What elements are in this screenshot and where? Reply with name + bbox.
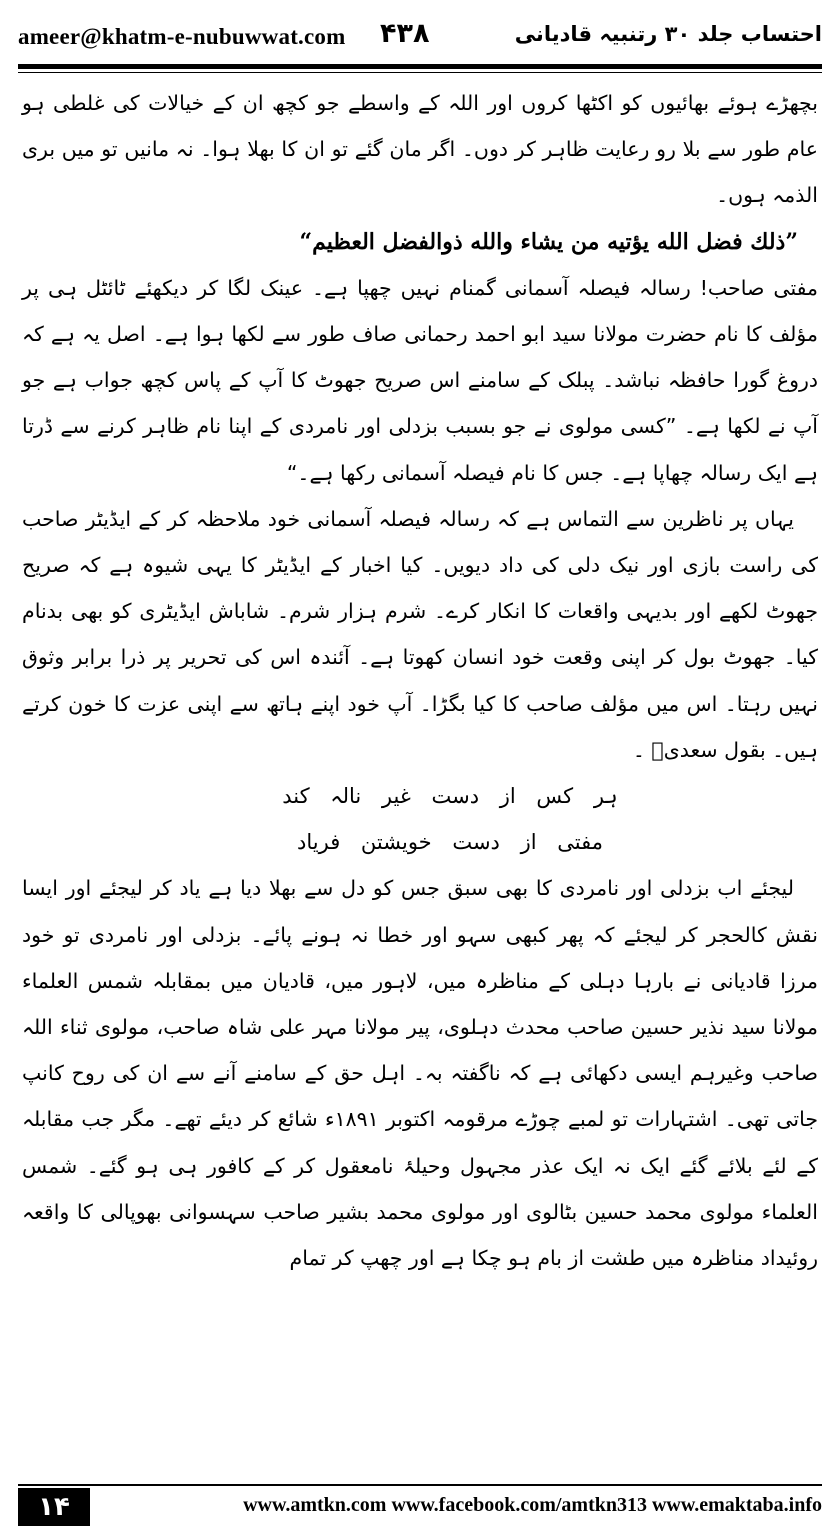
paragraph-2: مفتی صاحب! رسالہ فیصلہ آسمانی گمنام نہیں چھپا ہے۔ عینک لگا کر دیکھئے ٹائٹل ہی پر مؤلف کا نام حضرت مولانا سید ابو احمد رحمانی صاف طور سے لکھا ہوا ہے۔ اصل یہ ہے کہ دروغ گورا حافظہ نباشد۔ پبلک کے سامنے اس صریح جھوٹ کا آپ کے پاس کچھ جواب ہے جو آپ نے لکھا ہے۔ ”کسی مولوی نے جو بسبب بزدلی اور نامردی کے اپنا نام ظاہر کرنے سے ڈرتا ہے ایک رسالہ چھاپا ہے۔ جس کا نام فیصلہ آسمانی رکھا ہے۔“ (22, 275, 818, 485)
page-footer (18, 1484, 822, 1528)
footer-links: www.amtkn.com www.facebook.com/amtkn313 www.emaktaba.info (243, 1494, 822, 1516)
paragraph-4: لیجئے اب بزدلی اور نامردی کا بھی سبق جس کو دل سے بھلا دیا ہے یاد کر لیجئے اور ایسا نقش کالحجر کر لیجئے کہ پھر کبھی سہو اور خطا نہ ہونے پائے۔ بزدلی اور نامردی تو خود مرزا قادیانی نے بارہا دہلی کے مناظرہ میں، لاہور میں، قادیان میں بمقابلہ شمس العلماء مولانا سید نذیر حسین صاحب محدث دہلوی، پیر مولانا مہر علی شاہ صاحب، مولوی ثناء اللہ صاحب وغیرہم ایسی دکھائی ہے کہ ناگفتہ بہ۔ اہل حق کے سامنے آنے سے ان کی روح کانپ جاتی تھی۔ اشتہارات تو لمبے چوڑے مرقومہ اکتوبر ۱۸۹۱ء شائع کر دیئے تھے۔ مگر جب مقابلہ کے لئے بلائے گئے ایک نہ ایک عذر مجہول وحیلۂ نامعقول کر کے کافور ہی ہو گئے۔ شمس العلماء مولوی محمد حسین بٹالوی اور مولوی محمد بشیر صاحب سہسوانی بھوپالی کا واقعہ روئیداد مناظرہ میں طشت از بام ہو چکا ہے اور چھپ کر تمام (22, 876, 818, 1271)
footer-page-number: ۱۴ (18, 1488, 90, 1526)
header-rule-thin (18, 72, 822, 73)
header-rule-thick (18, 64, 822, 69)
paragraph-1: بچھڑے ہوئے بھائیوں کو اکٹھا کروں اور اللہ کے واسطے جو کچھ ان کے خیالات کی غلطی ہو عام طور سے بلا رو رعایت ظاہر کر دوں۔ اگر مان گئے تو ان کا بھلا ہوا۔ نہ مانیں تو میں بری الذمہ ہوں۔ (22, 91, 818, 208)
paragraph-3: یہاں پر ناظرین سے التماس ہے کہ رسالہ فیصلہ آسمانی خود ملاحظہ کر کے ایڈیٹر صاحب کی راست بازی اور نیک دلی کی داد دیویں۔ کیا اخبار کے ایڈیٹر کا یہی شیوہ ہے کہ صریح جھوٹ لکھے اور بدیہی واقعات کا انکار کرے۔ شرم ہزار شرم۔ شاباش ایڈیٹری کو بھی بدنام کیا۔ جھوٹ بول کر اپنی وقعت خود انسان کھوتا ہے۔ آئندہ اس کی تحریر پر ذرا برابر وثوق نہیں رہتا۔ اس میں مؤلف صاحب کا کیا بگڑا۔ آپ خود اپنے ہاتھ سے اپنی عزت کا خون کرتے ہیں۔ بقول سعدیؒ ۔ (22, 506, 818, 762)
poem-line-1: ہر کس از دست غیر نالہ کند (282, 784, 618, 809)
header-page-number: ۴۳۸ (380, 18, 430, 49)
page-header (18, 18, 822, 62)
poem-line-2: مفتی از دست خویشتن فریاد (297, 830, 603, 855)
footer-rule (18, 1484, 822, 1486)
arabic-quote: ”ذلك فضل الله يؤتيه من يشاء والله ذوالفضل العظيم“ (299, 228, 798, 255)
header-email: ameer@khatm-e-nubuwwat.com (18, 24, 346, 49)
page-body (22, 80, 818, 1478)
header-book-title: احتساب جلد ۳۰ رتنبیہ قادیانی (514, 22, 822, 46)
